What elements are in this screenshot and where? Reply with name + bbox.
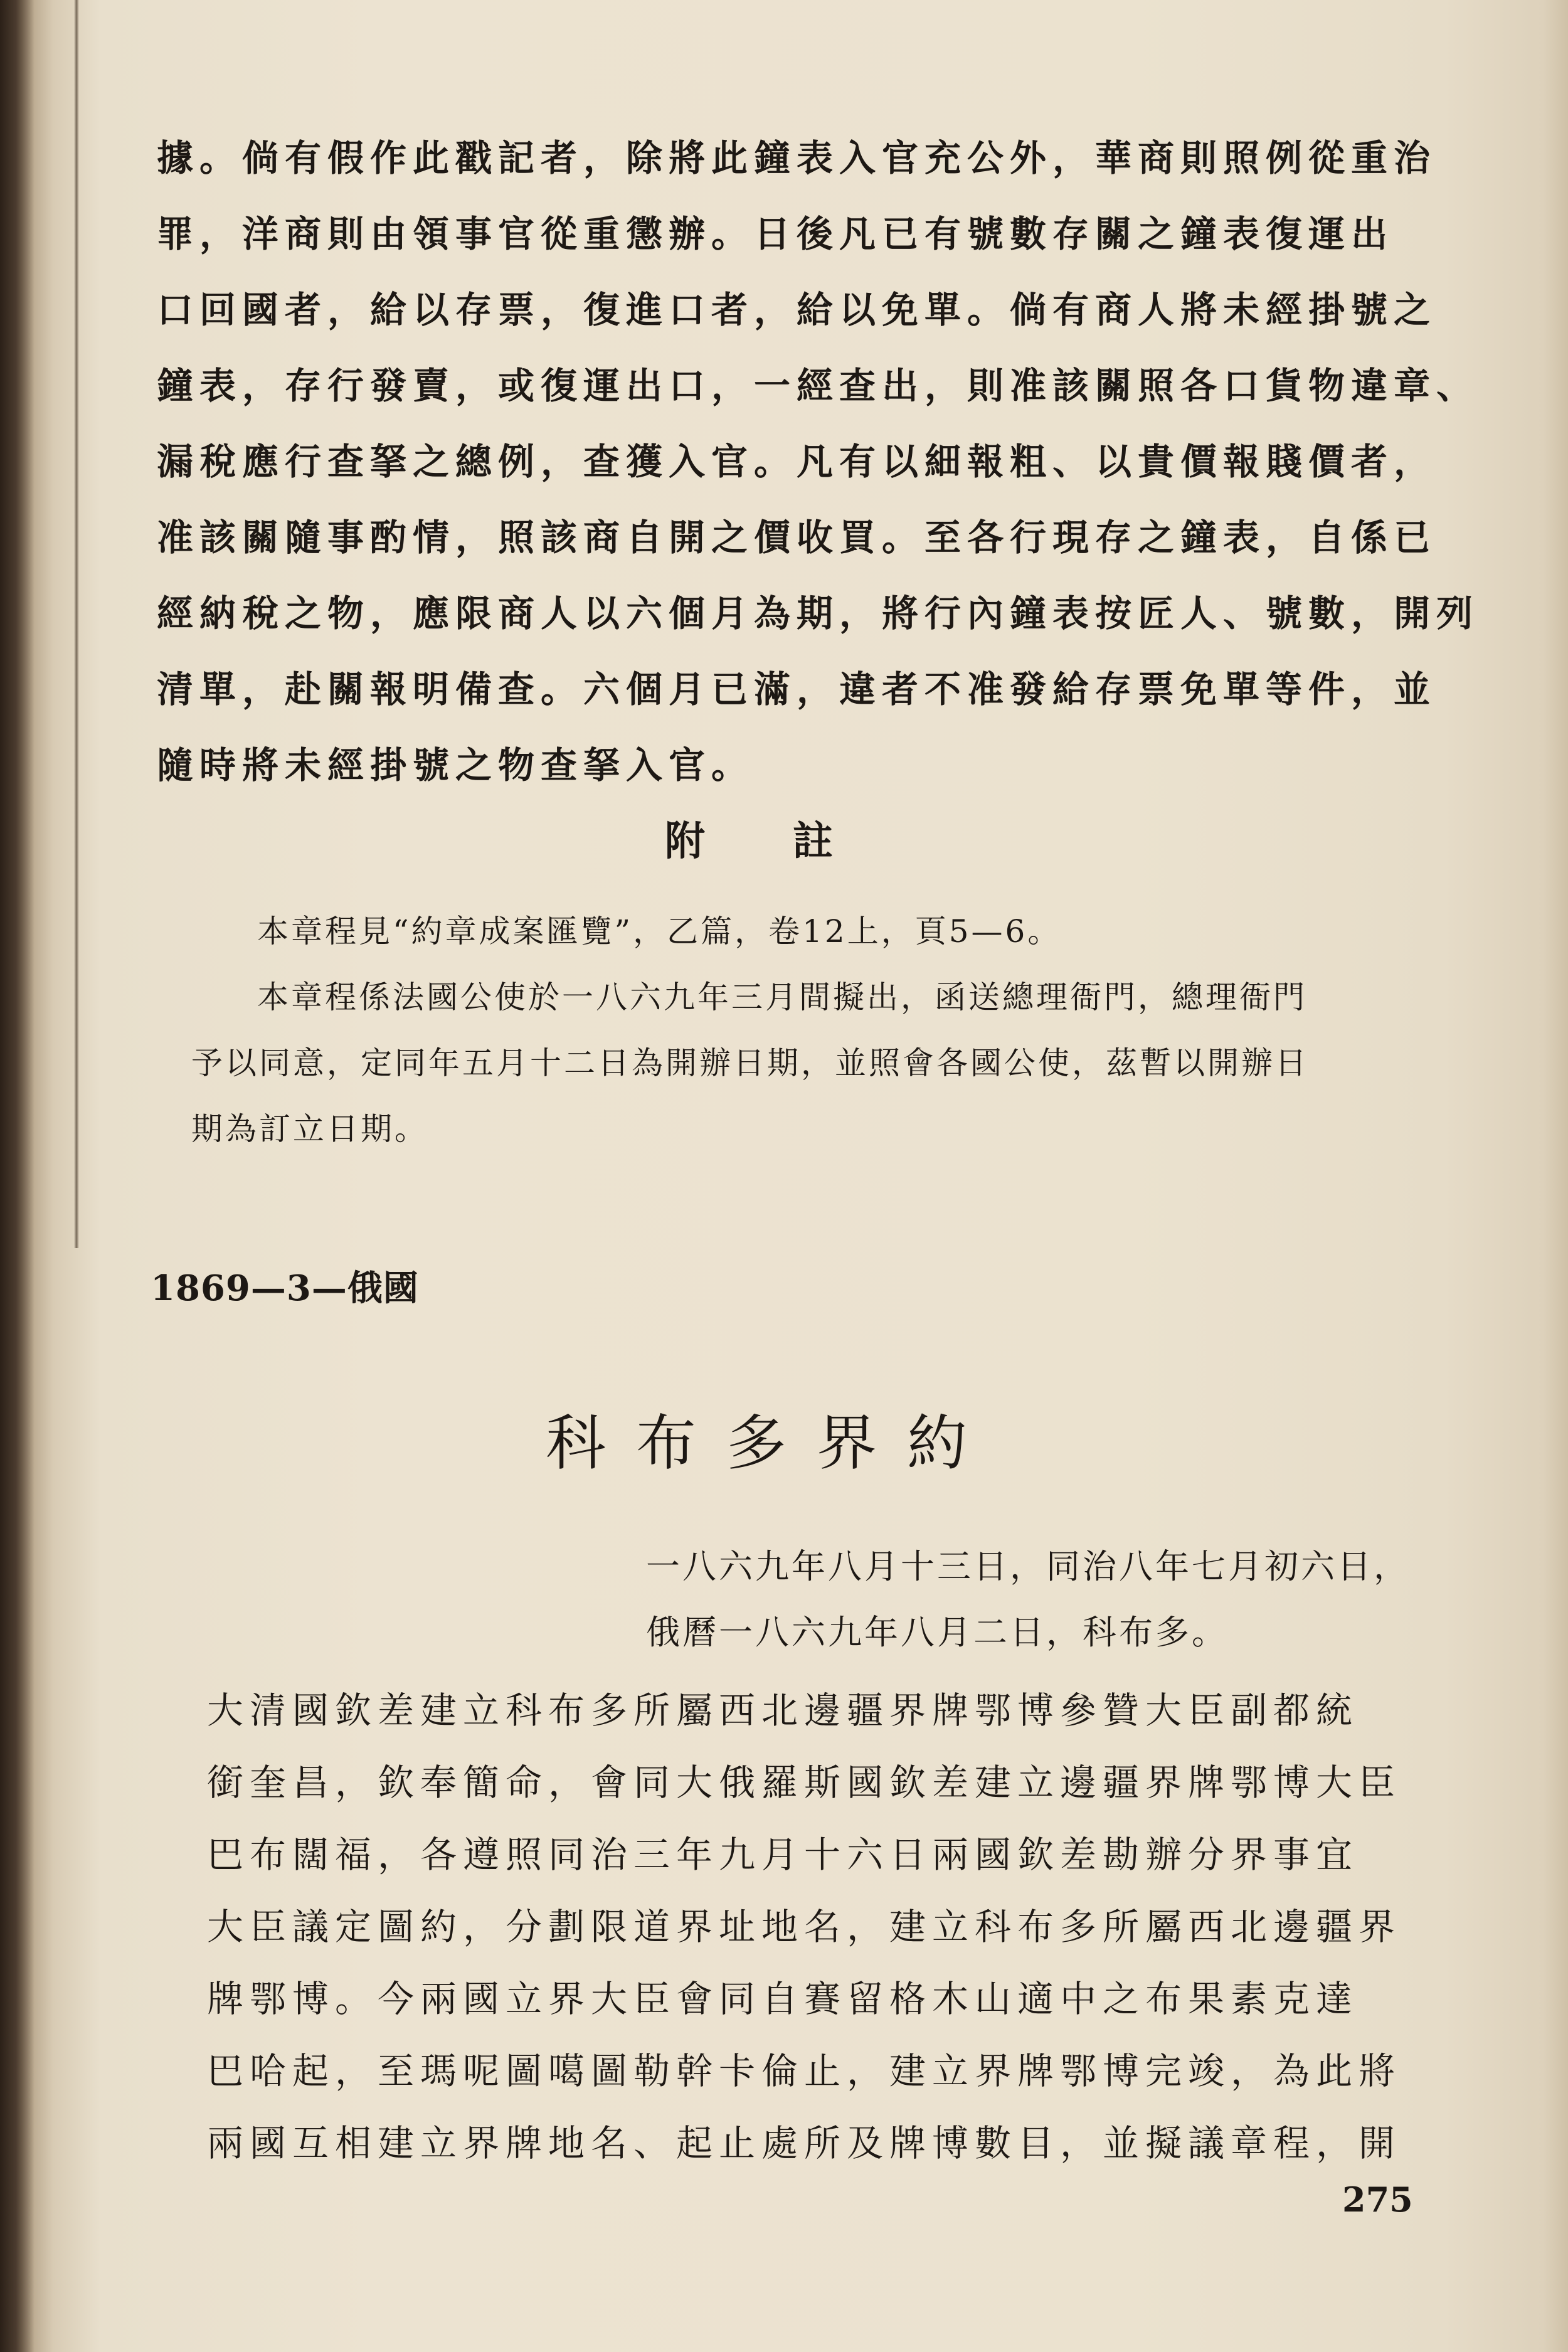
body-line: 鐘表，存行發賣，或復運出口，一經查出，則准該關照各口貨物違章、 <box>157 364 1480 407</box>
treaty-date-line: 俄曆一八六九年八月二日，科布多。 <box>646 1613 1228 1652</box>
body-line: 隨時將未經掛號之物查拏入官。 <box>157 744 755 787</box>
treaty-title: 科布多界約 <box>546 1408 997 1478</box>
binding-shadow <box>74 0 79 1248</box>
book-gutter <box>0 0 34 2352</box>
treaty-body-line: 巴布闊福，各遵照同治三年九月十六日兩國欽差勘辦分界事宜 <box>207 1833 1359 1876</box>
treaty-body-line: 巴哈起，至瑪呢圖噶圖勒幹卡倫止，建立界牌鄂博完竣，為此將 <box>207 2050 1402 2092</box>
annotation-line: 予以同意，定同年五月十二日為開辦日期，並照會各國公使，茲暫以開辦日 <box>191 1045 1309 1081</box>
annotation-line: 期為訂立日期。 <box>191 1111 428 1147</box>
body-line: 漏稅應行查拏之總例，查獲入官。凡有以細報粗、以貴價報賤價者， <box>157 440 1437 483</box>
treaty-body-line: 銜奎昌，欽奉簡命，會同大俄羅斯國欽差建立邊疆界牌鄂博大臣 <box>207 1761 1402 1804</box>
body-line: 據。倘有假作此戳記者，除將此鐘表入官充公外，華商則照例從重治 <box>157 137 1437 179</box>
treaty-body-line: 大臣議定圖約，分劃限道界址地名，建立科布多所屬西北邊疆界 <box>207 1905 1402 1948</box>
section-code: 1869—3—俄國 <box>151 1268 419 1309</box>
body-line: 經納稅之物，應限商人以六個月為期，將行內鐘表按匠人、號數，開列 <box>157 592 1480 635</box>
body-line: 清單，赴關報明備查。六個月已滿，違者不准發給存票免單等件，並 <box>157 668 1437 711</box>
annotation-line: 本章程係法國公使於一八六九年三月間擬出，函送總理衙門，總理衙門 <box>257 979 1307 1015</box>
annotation-heading: 附註 <box>665 818 921 865</box>
annotation-line: 本章程見“約章成案匯覽”，乙篇，卷12上，頁5—6。 <box>257 913 1062 950</box>
body-line: 口回國者，給以存票，復進口者，給以免單。倘有商人將未經掛號之 <box>157 289 1437 331</box>
treaty-body-line: 牌鄂博。今兩國立界大臣會同自賽留格木山適中之布果素克達 <box>207 1978 1359 2020</box>
treaty-date-line: 一八六九年八月十三日，同治八年七月初六日， <box>646 1547 1410 1586</box>
treaty-body-line: 兩國互相建立界牌地名、起止處所及牌博數目，並擬議章程，開 <box>207 2122 1402 2164</box>
body-line: 罪，洋商則由領事官從重懲辦。日後凡已有號數存關之鐘表復運出 <box>157 213 1394 255</box>
treaty-body-line: 大清國欽差建立科布多所屬西北邊疆界牌鄂博參贊大臣副都統 <box>207 1689 1359 1732</box>
page-number: 275 <box>1342 2180 1413 2220</box>
body-line: 准該關隨事酌情，照該商自開之價收買。至各行現存之鐘表，自係已 <box>157 516 1437 559</box>
